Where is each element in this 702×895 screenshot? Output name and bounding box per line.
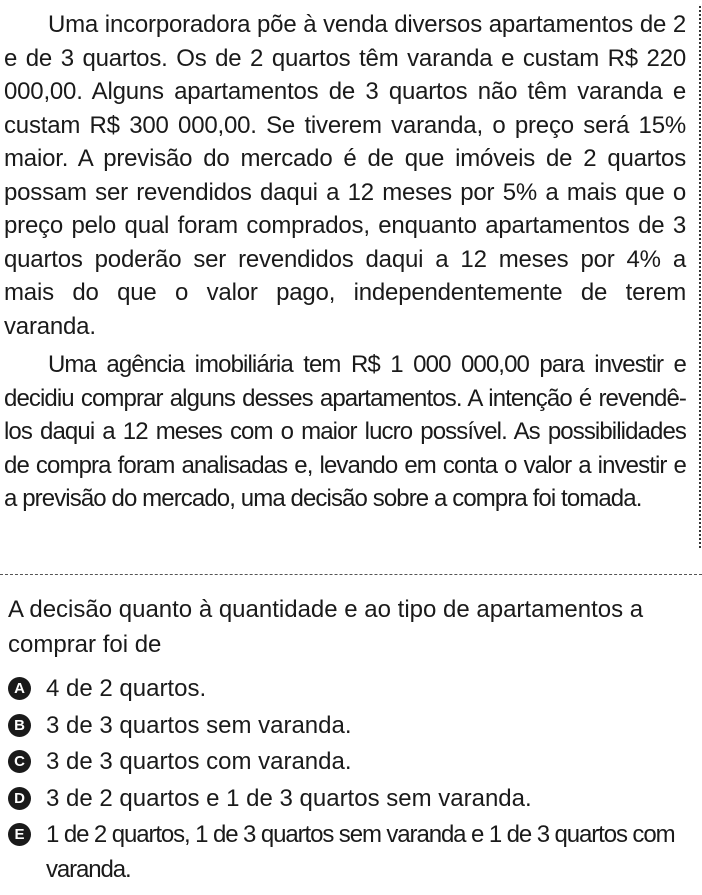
right-margin-rule: [699, 6, 701, 548]
option-d-letter-badge: D: [8, 787, 31, 810]
stem-paragraph-2: Uma agência imobiliária tem R$ 1 000 000,00 para investir e decidiu comprar alguns desses apartamentos. A intenção é revendê-los daqui a 12 meses com o maior lucro possível. As possibilidades de compra foram analisadas e, levando em conta o valor a investir e a previsão do mercado, uma decisão sobre a compra foi tomada.: [4, 351, 686, 512]
option-e[interactable]: [8, 817, 698, 887]
option-c-letter-badge: C: [8, 750, 31, 773]
option-a[interactable]: [8, 671, 698, 706]
question-prompt: A decisão quanto à quantidade e ao tipo de apartamentos a comprar foi de: [8, 596, 644, 658]
answer-options: [8, 671, 698, 889]
stem-paragraph-1: Uma incorporadora põe à venda diversos apartamentos de 2 e de 3 quartos. Os de 2 quartos têm varanda e custam R$ 220 000,00. Alguns apartamentos de 3 quartos não têm varanda e custam R$ 300 000,00. Se tiverem varanda, o preço será 15% maior. A previsão do mercado é de que imóveis de 2 quartos possam ser revendidos daqui a 12 meses por 5% a mais que o preço pelo qual foram comprados, enquanto apartamentos de 3 quartos poderão ser revendidos daqui a 12 meses por 4% a mais do que o valor pago, independentemente de terem varanda.: [4, 11, 686, 340]
section-divider: [0, 574, 702, 575]
option-d-text: 3 de 2 quartos e 1 de 3 quartos sem varanda.: [46, 784, 532, 812]
option-b-letter-badge: B: [8, 714, 31, 737]
question-stem: [4, 8, 686, 516]
option-c-text: 3 de 3 quartos com varanda.: [46, 748, 352, 775]
option-e-letter-badge: E: [8, 823, 31, 846]
option-b-text: 3 de 3 quartos sem varanda.: [46, 711, 352, 739]
option-b[interactable]: [8, 708, 698, 743]
option-e-text: 1 de 2 quartos, 1 de 3 quartos sem varanda e 1 de 3 quartos com varanda.: [46, 821, 675, 883]
option-a-letter-badge: A: [8, 677, 31, 700]
option-a-text: 4 de 2 quartos.: [46, 675, 207, 702]
option-c[interactable]: [8, 744, 698, 779]
option-d[interactable]: [8, 781, 698, 816]
